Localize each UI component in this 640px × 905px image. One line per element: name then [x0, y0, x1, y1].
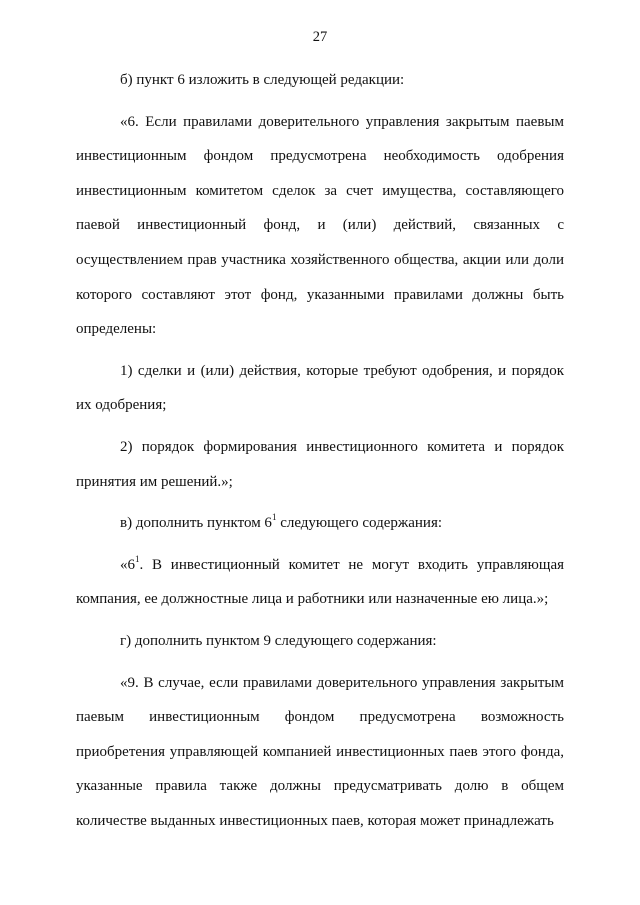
paragraph-point-9: «9. В случае, если правилами доверительного управления закрытым паевым инвестиционным фондом предусмотрена возможность приобретения управляющей компанией инвестиционных паев этого фонда, указанные правила также должны предусматривать долю в общем количестве выданных инвестиционных паев, которая может принадлежать: [76, 674, 564, 829]
paragraph-point-6-1-prefix: «6: [120, 556, 135, 573]
page-number: 27: [312, 29, 328, 45]
superscript-one: 1: [271, 512, 277, 523]
paragraph-item-v: [76, 506, 564, 541]
paragraph-point-6-1-text: . В инвестиционный комитет не могут входить управляющая компания, ее должностные лица и работники или назначенные ею лица.»;: [76, 556, 564, 608]
document-body: [76, 63, 564, 838]
paragraph-item-v-text: в) дополнить пунктом 6: [120, 515, 272, 532]
paragraph-subpoint-1: 1) сделки и (или) действия, которые требуют одобрения, и порядок их одобрения;: [76, 362, 564, 414]
paragraph-subpoint-2: 2) порядок формирования инвестиционного комитета и порядок принятия им решений.»;: [76, 438, 564, 490]
paragraph-point-6: «6. Если правилами доверительного управления закрытым паевым инвестиционным фондом предусмотрена необходимость одобрения инвестиционным комитетом сделок за счет имущества, составляющего паевой инвестиционный фонд, и (или) действий, связанных с осуществлением прав участника хозяйственного общества, акции или доли которого составляют этот фонд, указанными правилами должны быть определены:: [76, 113, 564, 338]
paragraph-point-6-1: [76, 548, 564, 617]
paragraph-item-v-tail: следующего содержания:: [276, 515, 443, 532]
superscript-one: 1: [135, 553, 140, 564]
paragraph-item-g: г) дополнить пунктом 9 следующего содержания:: [120, 632, 437, 649]
paragraph-item-b: б) пункт 6 изложить в следующей редакции:: [120, 72, 405, 88]
